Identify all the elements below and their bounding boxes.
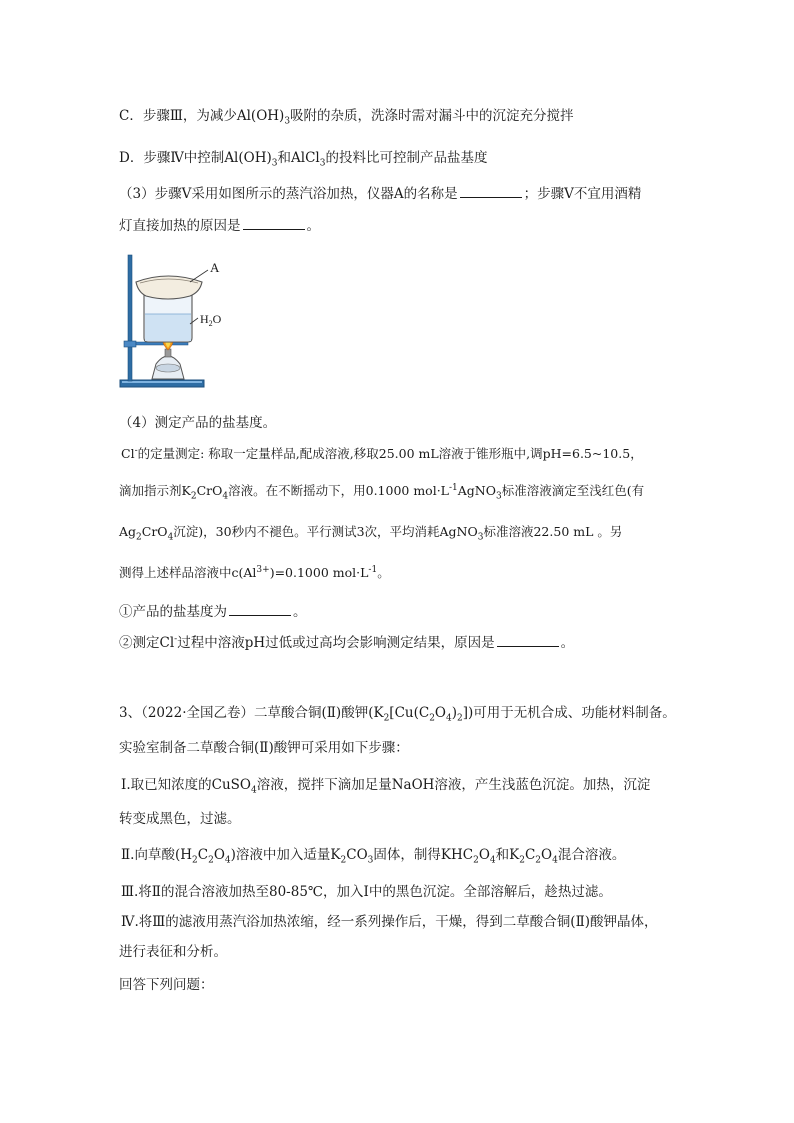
answer-blank[interactable] [497,633,559,647]
answer-blank[interactable] [460,184,522,198]
q4-line-4: 测得上述样品溶液中$c(Al^{3+})=0.1000$ $mol\cdot L^{-1}$。 [119,564,390,580]
q4-line-1: Cl-的定量测定: 称取一定量样品,配成溶液,移取25.00 mL溶液于锥形瓶中,调pH=6.5~10.5， [121,445,643,461]
option-d: D．步骤Ⅳ中控制$Al(OH)_3$和AlCl$_3$的投料比可控制产品盐基度 [119,150,488,169]
q4-line-3: $Ag_2CrO_4$沉淀)，30秒内不褪色。平行测试3次，平均消耗AgNO$_3$标准溶液22.50 mL 。另 [119,524,623,543]
q4-part-2: ②测定Cl-过程中溶液pH过低或过高均会影响测定结果，原因是 。 [119,634,575,651]
answer-prompt: 回答下列问题： [119,977,214,993]
q3-line-2: 灯直接加热的原因是 。 [119,218,320,234]
water [145,314,191,341]
step-2: Ⅱ.向草酸$(H_2C_2O_4)$溶液中加入适量$K_2CO_3$固体，制得$KHC_2O_4$和$K_2C_2O_4$混合溶液。 [121,847,626,866]
q3-line-1: （3）步骤Ⅴ采用如图所示的蒸汽浴加热，仪器A的名称是 ；步骤Ⅴ不宜用酒精 [119,186,642,202]
answer-blank[interactable] [243,216,305,230]
q4-part-1: ①产品的盐基度为 。 [119,604,307,620]
step-4: Ⅳ.将Ⅲ的滤液用蒸汽浴加热浓缩，经一系列操作后，干燥，得到二草酸合铜(Ⅱ)酸钾晶体， [121,914,658,930]
lamp-liquid [156,364,180,372]
steam-bath-apparatus-figure [118,252,230,398]
step-1: Ⅰ.取已知浓度的CuSO$_4$溶液，搅拌下滴加足量NaOH溶液，产生浅蓝色沉淀。加热，沉淀 [121,777,651,796]
q4-title: （4）测定产品的盐基度。 [119,415,277,431]
step-4-cont: 进行表征和分析。 [119,944,227,960]
option-c: C．步骤Ⅲ，为减少$Al(OH)_3$吸附的杂质，洗涤时需对漏斗中的沉淀充分搅拌 [119,108,574,127]
evaporating-dish [136,276,202,299]
problem-3-intro: 实验室制备二草酸合铜(Ⅱ)酸钾可采用如下步骤： [119,740,409,756]
answer-blank[interactable] [229,602,291,616]
step-1-cont: 转变成黑色，过滤。 [119,811,241,827]
stand-base-highlight [122,381,202,383]
label-h2o: $H_2O$ [200,312,222,328]
q4-line-2: 滴加指示剂$K_2CrO_4$溶液。在不断摇动下，用0.1000 $mol\cdot L^{-1}AgNO_3$标准溶液滴定至浅红色(有 [119,482,645,502]
clamp [124,341,136,347]
label-a-leader [190,270,208,282]
problem-3-header: 3、（2022·全国乙卷）二草酸合铜(Ⅱ)酸钾$(K_2[Cu(C_2O_4)_2])$可用于无机合成、功能材料制备。 [119,705,676,724]
label-a: A [210,260,220,275]
stand-rod [128,255,132,381]
step-3: Ⅲ.将Ⅱ的混合溶液加热至80-85℃，加入Ⅰ中的黑色沉淀。全部溶解后，趁热过滤。 [121,884,612,900]
